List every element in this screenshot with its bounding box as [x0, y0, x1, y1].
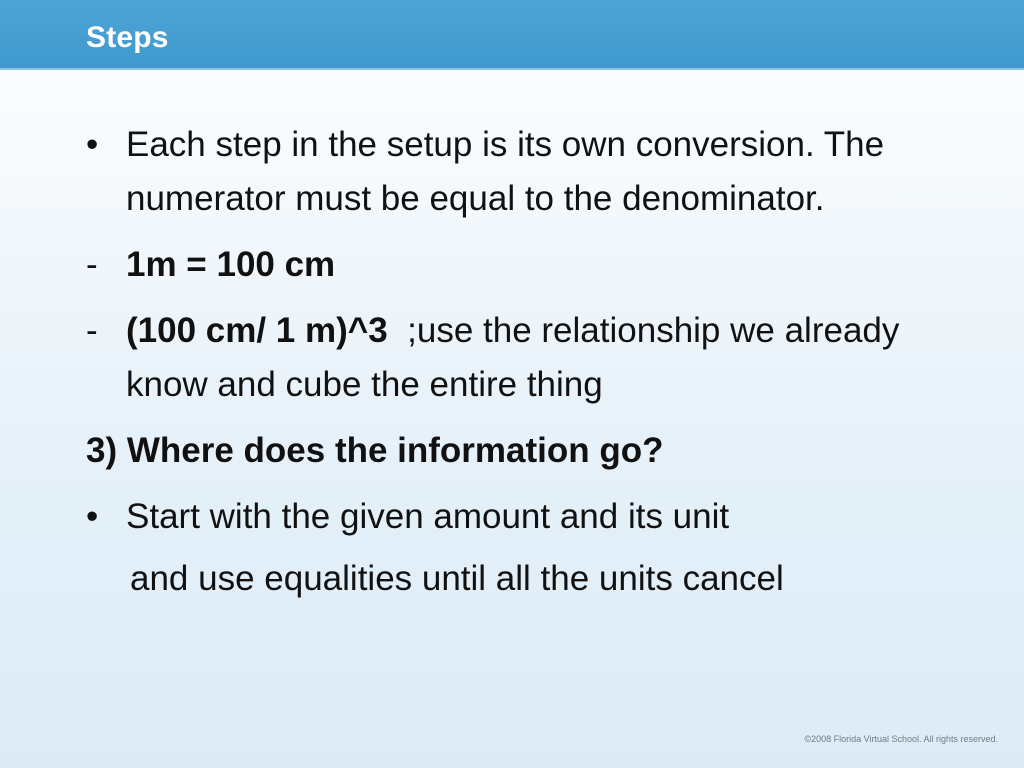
section-heading — [86, 424, 946, 478]
continuation-line — [86, 552, 946, 606]
dash-text-2-bold: (100 cm/ 1 m)^3 — [126, 311, 388, 350]
dash-icon: - — [86, 311, 98, 350]
bullet-icon: • — [86, 125, 99, 164]
dash-text-2: ;use the relationship we already know and cube the entire thing — [126, 311, 900, 404]
bullet-text-1: Each step in the setup is its own conversion. The numerator must be equal to the denominator. — [126, 125, 885, 218]
copyright-footer: ©2008 Florida Virtual School. All rights reserved. — [804, 734, 998, 744]
bullet-item-1 — [86, 118, 946, 226]
title-bar — [0, 0, 1024, 70]
slide-title: Steps — [86, 21, 169, 54]
section-heading-text: 3) Where does the information go? — [86, 431, 664, 470]
dash-text-1: 1m = 100 cm — [126, 245, 336, 284]
dash-icon: - — [86, 245, 98, 284]
slide-content — [86, 118, 946, 606]
continuation-text: and use equalities until all the units cancel — [130, 559, 784, 598]
bullet-text-2: Start with the given amount and its unit — [126, 497, 730, 536]
dash-item-1 — [86, 238, 946, 292]
bullet-icon: • — [86, 497, 99, 536]
bullet-item-2 — [86, 490, 946, 544]
dash-item-2 — [86, 304, 946, 412]
